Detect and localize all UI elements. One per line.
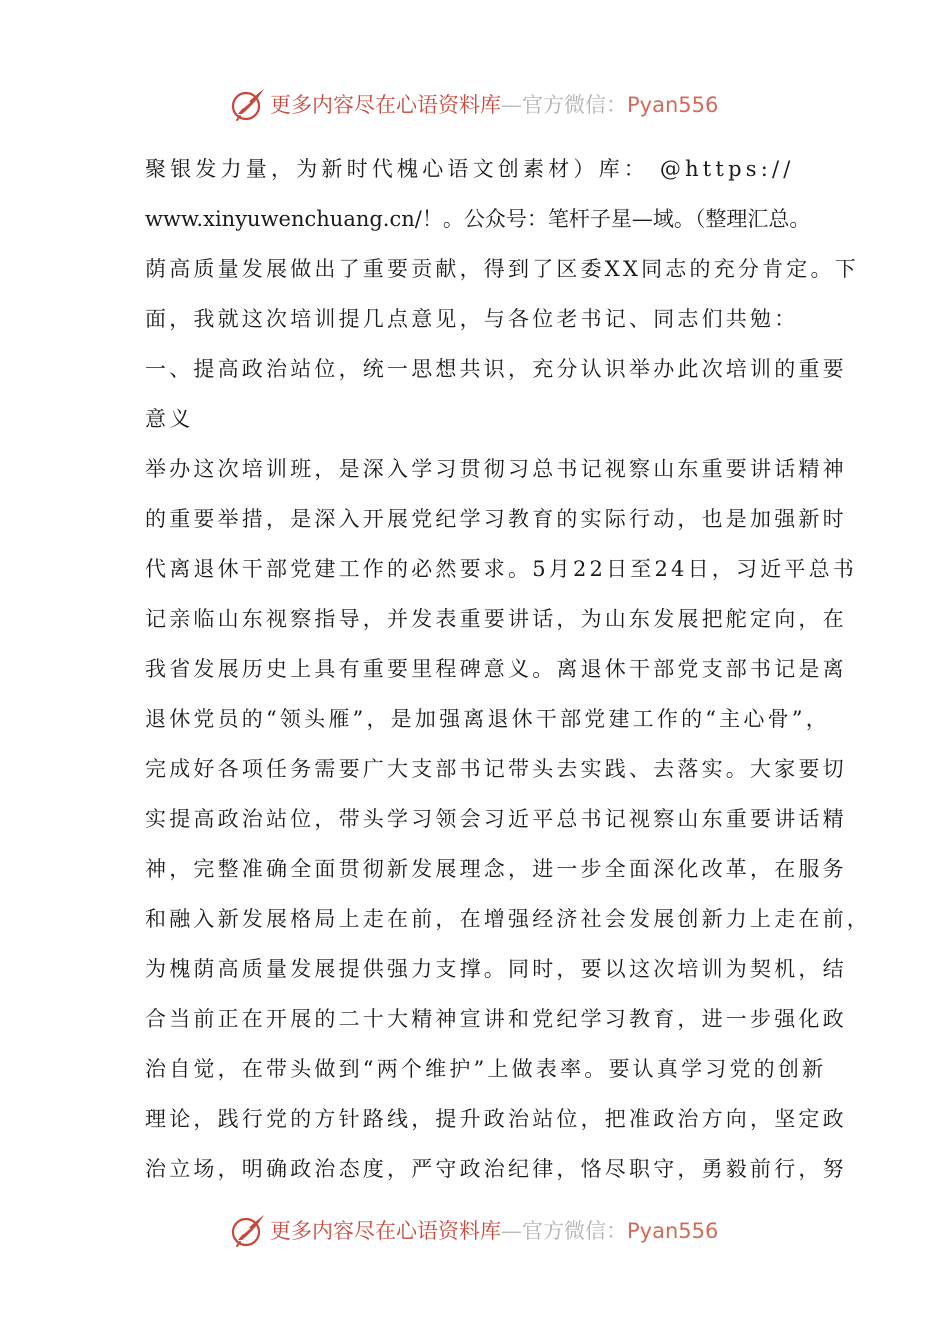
section-heading: 一、提高政治站位，统一思想共识，充分认识举办此次培训的重要 xyxy=(145,357,847,381)
text-line: 为槐荫高质量发展提供强力支撑。同时，要以这次培训为契机，结 xyxy=(145,957,847,981)
text-line: 的重要举措，是深入开展党纪学习教育的实际行动，也是加强新时 xyxy=(145,507,847,531)
document-body xyxy=(145,144,871,1194)
watermark-site-name: 更多内容尽在心语资料库 xyxy=(270,1219,501,1243)
text-line: 和融入新发展格局上走在前，在增强经济社会发展创新力上走在前， xyxy=(145,907,871,931)
watermark-label: 官方微信： xyxy=(522,1219,627,1243)
watermark-text xyxy=(270,1215,718,1245)
quill-logo-icon xyxy=(228,84,268,124)
watermark-wechat-id: Pyan556 xyxy=(627,93,719,117)
text-line: 合当前正在开展的二十大精神宣讲和党纪学习教育，进一步强化政 xyxy=(145,1007,847,1031)
text-line: 实提高政治站位，带头学习领会习近平总书记视察山东重要讲话精 xyxy=(145,807,847,831)
text-line: 记亲临山东视察指导，并发表重要讲话，为山东发展把舵定向，在 xyxy=(145,607,847,631)
text-line: 治立场，明确政治态度，严守政治纪律，恪尽职守，勇毅前行，努 xyxy=(145,1157,847,1181)
watermark-text xyxy=(270,89,718,119)
watermark-label: 官方微信： xyxy=(522,93,627,117)
watermark-header xyxy=(228,84,748,124)
quill-logo-icon xyxy=(228,1210,268,1250)
text-line: 退休党员的“领头雁”，是加强离退休干部党建工作的“主心骨”， xyxy=(145,707,830,731)
watermark-dash: — xyxy=(501,93,522,117)
text-line: 聚银发力量，为新时代槐心语文创素材）库： @https:// xyxy=(145,157,795,181)
watermark-dash: — xyxy=(501,1219,522,1243)
section-heading: 意义 xyxy=(145,407,194,431)
watermark-footer xyxy=(228,1210,748,1250)
text-line: 完成好各项任务需要广大支部书记带头去实践、去落实。大家要切 xyxy=(145,757,847,781)
text-line: 我省发展历史上具有重要里程碑意义。离退休干部党支部书记是离 xyxy=(145,657,847,681)
text-line: 神，完整准确全面贯彻新发展理念，进一步全面深化改革，在服务 xyxy=(145,857,847,881)
watermark-site-name: 更多内容尽在心语资料库 xyxy=(270,93,501,117)
text-line: 荫高质量发展做出了重要贡献，得到了区委XX同志的充分肯定。下 xyxy=(145,257,859,281)
watermark-wechat-id: Pyan556 xyxy=(627,1219,719,1243)
text-line: 面，我就这次培训提几点意见，与各位老书记、同志们共勉： xyxy=(145,307,799,331)
text-line: 举办这次培训班，是深入学习贯彻习总书记视察山东重要讲话精神 xyxy=(145,457,847,481)
text-line: 治自觉，在带头做到“两个维护”上做表率。要认真学习党的创新 xyxy=(145,1057,827,1081)
text-line: 代离退休干部党建工作的必然要求。5月22日至24日，习近平总书 xyxy=(145,557,858,581)
text-line: www.xinyuwenchuang.cn/！。公众号：笔杆子星—域。（整理汇总。 xyxy=(145,207,811,231)
text-line: 理论，践行党的方针路线，提升政治站位，把准政治方向，坚定政 xyxy=(145,1107,847,1131)
